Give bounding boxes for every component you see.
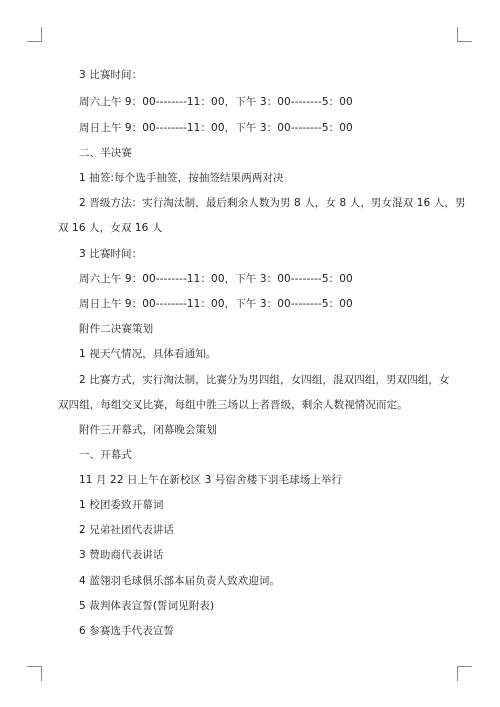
paragraph-line: 3 比赛时间：: [79, 69, 143, 81]
section-heading: 附件三开幕式，闭幕晚会策划: [79, 424, 217, 436]
crop-mark-bottom-left: [27, 666, 42, 681]
paragraph-line: 周日上午 9：00--------11：00，下午 3：00--------5：00: [79, 122, 353, 134]
paragraph-line: 6 参赛选手代表宣誓: [79, 625, 175, 637]
paragraph-line: 周六上午 9：00--------11：00，下午 3：00--------5：00: [79, 96, 353, 108]
section-heading: 附件二决赛策划: [79, 323, 154, 335]
paragraph-line: 3 比赛时间：: [79, 248, 143, 260]
paragraph-line: 1 抽签:每个选手抽签，按抽签结果两两对决: [79, 172, 284, 184]
crop-mark-top-left: [27, 27, 42, 42]
paragraph-line: 2 比赛方式，实行淘汰制，比赛分为男四组，女四组，混双四组，男双四组，女: [79, 374, 450, 386]
paragraph-line: 2 晋级方法：实行淘汰制，最后剩余人数为男 8 人，女 8 人，男女混双 16 人，男: [79, 197, 466, 209]
paragraph-line: 5 裁判体表宣誓(誓词见附表): [79, 600, 215, 612]
crop-mark-top-right: [457, 27, 472, 42]
paragraph-line: 3 赞助商代表讲话: [79, 549, 164, 561]
section-heading: 二、半决赛: [79, 147, 132, 159]
paragraph-line: 1 视天气情况，具体看通知。: [79, 348, 217, 360]
paragraph-line: 2 兄弟社团代表讲话: [79, 524, 175, 536]
paragraph-line: 周日上午 9：00--------11：00，下午 3：00--------5：00: [79, 298, 353, 310]
paragraph-line: 周六上午 9：00--------11：00，下午 3：00--------5：00: [79, 273, 353, 285]
paragraph-line: 双 16 人，女双 16 人: [58, 222, 163, 234]
paragraph-line: 双四组，每组交叉比赛，每组中胜三场以上者晋级，剩余人数视情况而定。: [58, 399, 408, 411]
paragraph-line: 1 校团委致开幕词: [79, 499, 164, 511]
paragraph-line: 4 蓝翎羽毛球俱乐部本届负责人致欢迎词。: [79, 575, 281, 587]
crop-mark-bottom-right: [457, 666, 472, 681]
paragraph-line: 11 月 22 日上午在新校区 3 号宿舍楼下羽毛球场上举行: [79, 474, 343, 486]
section-heading: 一、开幕式: [79, 449, 132, 461]
